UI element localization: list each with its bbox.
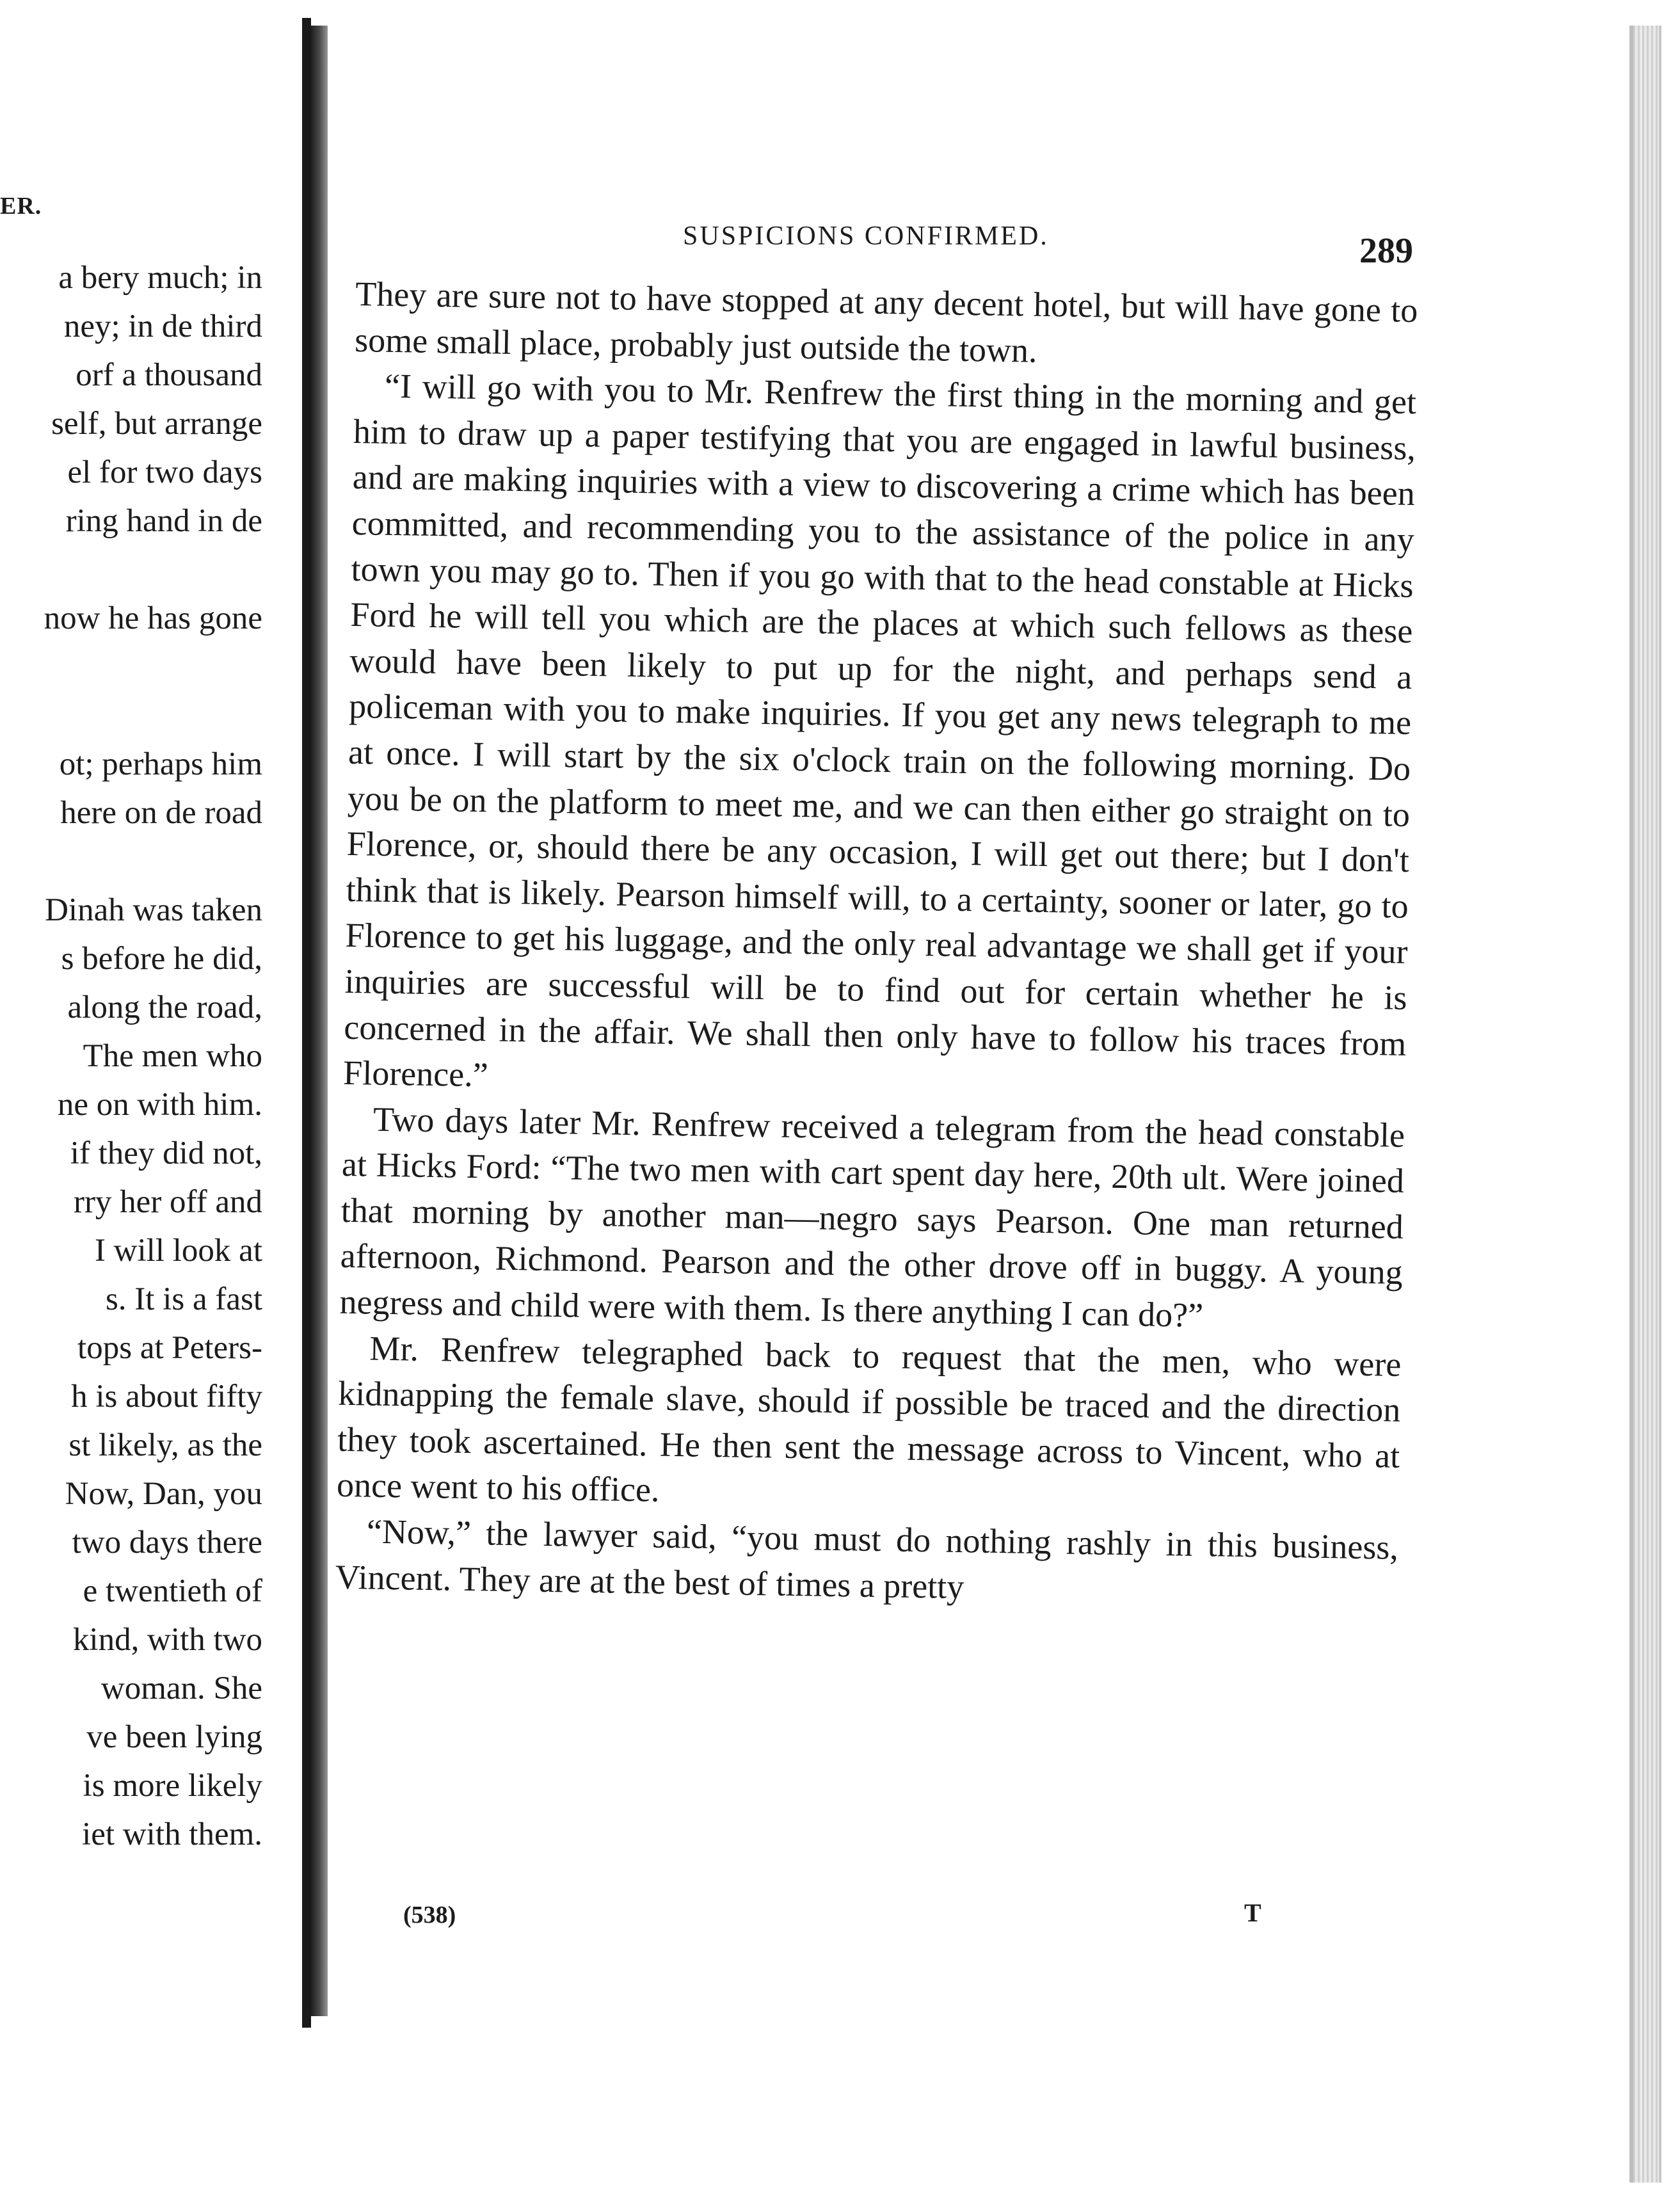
left-page-line: a bery much; in	[58, 260, 262, 296]
left-page-edge	[302, 18, 311, 2028]
left-page-line: woman. She	[100, 1671, 262, 1706]
left-page-line: I will look at	[94, 1233, 262, 1269]
left-page-line: tops at Peters-	[77, 1330, 262, 1366]
left-page-line: iet with them.	[82, 1816, 262, 1852]
left-page-line: is more likely	[83, 1768, 262, 1804]
signature-letter: T	[1244, 1898, 1261, 1927]
paragraph: Two days later Mr. Renfrew received a telegram from the head constable at Hicks Ford: “The two men with cart spent day here, 20th ult. Were joined that morning by another man—negro says Pearson. One man returned afternoon, Richmond. Pearson and the other drove off in buggy. A young negress and child were with them. Is there anything I can do?”	[339, 1100, 1405, 1335]
left-page-line: st likely, as the	[68, 1427, 262, 1463]
left-page-line: ne on with him.	[57, 1087, 262, 1123]
left-page-line: s. It is a fast	[105, 1281, 262, 1317]
left-page	[0, 18, 310, 2028]
left-page-line: rry her off and	[73, 1184, 262, 1220]
left-page-line: along the road,	[67, 990, 262, 1025]
left-page-line: if they did not,	[70, 1135, 262, 1171]
left-page-line: The men who	[83, 1038, 262, 1074]
left-page-line: el for two days	[67, 454, 262, 490]
left-page-line: kind, with two	[72, 1622, 262, 1658]
page-number: 289	[1359, 231, 1413, 271]
left-running-head-fragment: ER.	[0, 193, 42, 220]
left-page-line: two days there	[72, 1525, 262, 1560]
printer-signature-mark: (538)	[403, 1902, 456, 1928]
left-page-line: Dinah was taken	[45, 892, 262, 928]
right-page	[328, 26, 1644, 2183]
left-page-line: ring hand in de	[65, 503, 262, 539]
left-page-line: now he has gone	[44, 600, 262, 636]
running-head: SUSPICIONS CONFIRMED.	[683, 221, 1049, 251]
left-page-line: here on de road	[60, 795, 262, 831]
book-page-edges	[1633, 26, 1659, 2183]
body-text	[335, 271, 1418, 1617]
left-page-line: ve been lying	[86, 1719, 262, 1755]
paragraph: “Now,” the lawyer said, “you must do nothing rashly in this business, Vincent. They are at the best of times a pretty	[335, 1512, 1399, 1606]
left-page-line: s before he did,	[61, 941, 262, 977]
paragraph: They are sure not to have stopped at any decent hotel, but will have gone to some small place, probably just outside the town.	[354, 274, 1418, 370]
paragraph: “I will go with you to Mr. Renfrew the first thing in the morning and get him to draw up a paper testifying that you are engaged in lawful business, and are making inquiries with a view to discovering a crime which has been committed, and recommending you to the assistance of the police in any town you may go to. Then if you go with that to the head constable at Hicks Ford he will tell you which are the places at which such fellows as these would have been likely to put up for the night, and perhaps send a policeman with you to make inquiries. If you get any news telegraph to me at once. I will start by the six o'clock train on the following morning. Do you be on the platform to meet me, and we can then either go straight on to Florence, or, should there be any occasion, I will get out there; but I don't think that is likely. Pearson himself will, to a certainty, sooner or later, go to Florence to get his luggage, and the only real advantage we shall get if your inquiries are successful will be to find out for certain whether he is concerned in the affair. We shall then only have to follow his traces from Florence.”	[342, 366, 1417, 1094]
left-page-line: ot; perhaps him	[59, 746, 262, 782]
left-page-line: Now, Dan, you	[65, 1476, 262, 1512]
left-page-line: e twentieth of	[83, 1573, 262, 1609]
left-page-line: h is about fifty	[71, 1379, 262, 1415]
left-page-line: ney; in de third	[63, 309, 262, 344]
left-page-line: orf a thousand	[76, 357, 262, 393]
left-page-line: self, but arrange	[51, 406, 262, 442]
paragraph: Mr. Renfrew telegraphed back to request that the men, who were kidnapping the female slave, should if possible be traced and the direction they took ascertained. He then sent the message across to Vincent, who at once went to his office.	[336, 1329, 1402, 1510]
